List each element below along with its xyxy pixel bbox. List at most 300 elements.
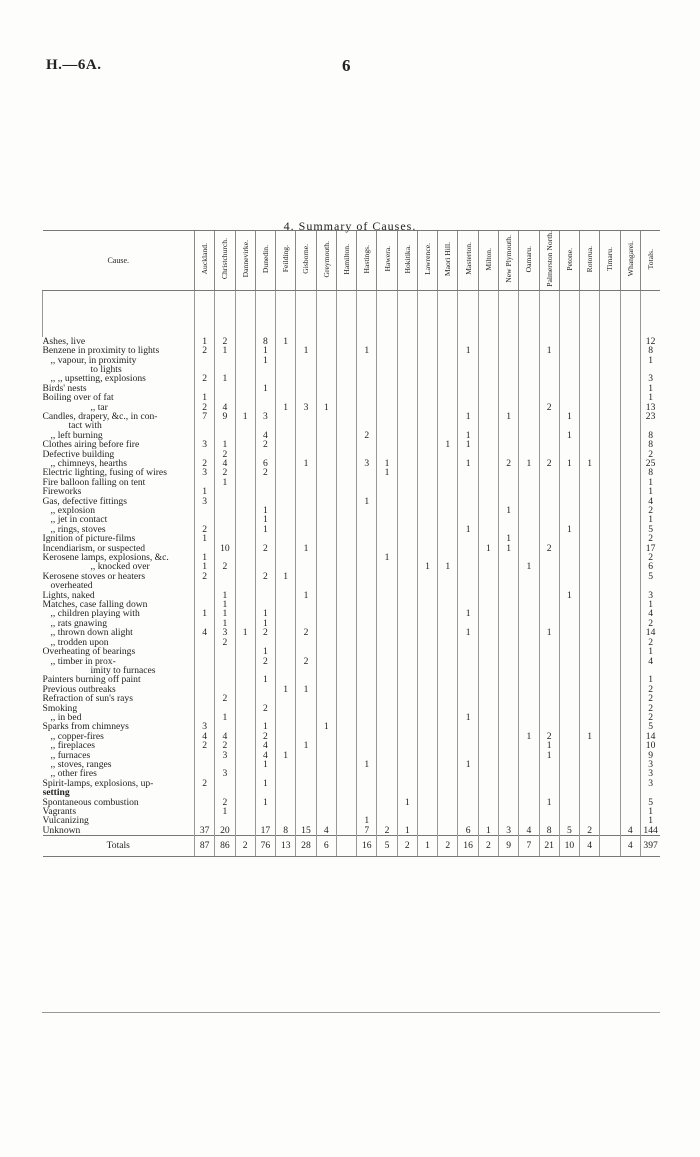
value-cell (580, 365, 600, 374)
value-cell (620, 816, 640, 825)
value-cell (519, 666, 539, 675)
value-cell (357, 553, 377, 562)
value-cell: 2 (215, 450, 235, 459)
value-cell: 23 (640, 412, 660, 421)
table-row (43, 431, 661, 440)
value-cell (215, 431, 235, 440)
column-header (276, 231, 296, 291)
value-cell (276, 393, 296, 402)
value-cell: 1 (215, 807, 235, 816)
spacer-cell (580, 290, 600, 337)
value-cell (620, 619, 640, 628)
value-cell (357, 798, 377, 807)
value-cell (215, 572, 235, 581)
cause-cell: Painters burning off paint (42, 675, 141, 685)
table-row (43, 581, 661, 590)
value-cell (458, 657, 478, 666)
value-cell (539, 468, 559, 477)
value-cell: 1 (640, 356, 660, 365)
value-cell (498, 704, 518, 713)
spacer-cell (43, 290, 195, 337)
column-header (417, 231, 437, 291)
cause-cell: setting (42, 788, 70, 798)
spacer-cell (316, 290, 336, 337)
value-cell (336, 544, 356, 553)
value-cell (478, 779, 498, 788)
value-cell (255, 403, 275, 412)
value-cell (559, 732, 579, 741)
value-cell (600, 826, 620, 836)
table-row (43, 572, 661, 581)
value-cell (235, 572, 255, 581)
table-row (43, 751, 661, 760)
value-cell (417, 393, 437, 402)
total-value-cell: 13 (276, 836, 296, 857)
value-cell (195, 685, 215, 694)
cause-cell: Kerosene stoves or heaters (42, 571, 146, 582)
value-cell (539, 374, 559, 383)
total-value-cell: 86 (215, 836, 235, 857)
spacer-cell (559, 290, 579, 337)
cause-cell: to lights (90, 364, 122, 375)
value-cell (539, 534, 559, 543)
value-cell (377, 713, 397, 722)
value-cell (336, 769, 356, 778)
value-cell (580, 638, 600, 647)
value-cell (336, 600, 356, 609)
cause-cell: ,, knocked over (90, 562, 150, 572)
value-cell (235, 421, 255, 430)
value-cell (336, 403, 356, 412)
value-cell (397, 675, 417, 684)
value-cell (195, 807, 215, 816)
value-cell (539, 497, 559, 506)
value-cell (458, 562, 478, 571)
value-cell (559, 600, 579, 609)
value-cell (519, 751, 539, 760)
table-row (43, 487, 661, 496)
value-cell (620, 713, 640, 722)
value-cell (600, 609, 620, 618)
value-cell: 7 (195, 412, 215, 421)
value-cell (357, 751, 377, 760)
value-cell: 2 (195, 572, 215, 581)
value-cell (235, 647, 255, 656)
value-cell (620, 337, 640, 346)
value-cell (438, 506, 458, 515)
value-cell (580, 694, 600, 703)
value-cell (478, 760, 498, 769)
value-cell (397, 600, 417, 609)
value-cell (377, 638, 397, 647)
value-cell: 1 (235, 412, 255, 421)
table-row (43, 779, 661, 788)
value-cell (195, 798, 215, 807)
value-cell (458, 421, 478, 430)
value-cell (235, 798, 255, 807)
value-cell (215, 515, 235, 524)
value-cell (417, 591, 437, 600)
cause-column-header: Cause. (43, 231, 195, 291)
value-cell (498, 591, 518, 600)
value-cell (215, 581, 235, 590)
value-cell (276, 459, 296, 468)
value-cell (519, 807, 539, 816)
value-cell (195, 704, 215, 713)
value-cell (195, 619, 215, 628)
value-cell (377, 816, 397, 825)
column-header-label: Hokitika. (402, 244, 412, 274)
value-cell (559, 647, 579, 656)
value-cell (478, 647, 498, 656)
value-cell (438, 666, 458, 675)
value-cell: 1 (195, 337, 215, 346)
value-cell (417, 431, 437, 440)
value-cell (357, 525, 377, 534)
value-cell (438, 534, 458, 543)
value-cell (438, 685, 458, 694)
value-cell: 1 (559, 459, 579, 468)
total-value-cell: 16 (458, 836, 478, 857)
value-cell: 1 (215, 619, 235, 628)
value-cell: 2 (195, 741, 215, 750)
value-cell: 1 (215, 591, 235, 600)
spacer-cell (417, 290, 437, 337)
table-row (43, 591, 661, 600)
value-cell (357, 619, 377, 628)
value-cell (559, 816, 579, 825)
column-header (215, 231, 235, 291)
value-cell (498, 713, 518, 722)
value-cell (255, 581, 275, 590)
value-cell (600, 572, 620, 581)
value-cell (377, 609, 397, 618)
value-cell (519, 779, 539, 788)
value-cell (417, 544, 437, 553)
value-cell (255, 807, 275, 816)
value-cell (458, 779, 478, 788)
value-cell (215, 365, 235, 374)
table-row (43, 459, 661, 468)
value-cell (255, 450, 275, 459)
value-cell (600, 534, 620, 543)
value-cell (458, 506, 478, 515)
value-cell (498, 553, 518, 562)
value-cell (559, 779, 579, 788)
value-cell (276, 515, 296, 524)
value-cell: 2 (640, 506, 660, 515)
value-cell (276, 356, 296, 365)
value-cell (600, 412, 620, 421)
value-cell (195, 769, 215, 778)
value-cell (519, 591, 539, 600)
value-cell (620, 515, 640, 524)
cause-cell: Clothes airing before fire (42, 440, 140, 450)
value-cell: 1 (458, 525, 478, 534)
spacer-cell (296, 290, 316, 337)
value-cell (357, 779, 377, 788)
spacer-cell (195, 290, 215, 337)
column-header-label: Dannevirke. (240, 240, 250, 278)
spacer-cell (397, 290, 417, 337)
cause-cell: ,, fireplaces (50, 741, 95, 751)
value-cell (215, 788, 235, 797)
column-header (336, 231, 356, 291)
value-cell: 2 (640, 694, 660, 703)
value-cell: 5 (640, 798, 660, 807)
value-cell: 1 (640, 487, 660, 496)
value-cell (417, 412, 437, 421)
cause-cell: Lights, naked (42, 590, 95, 601)
value-cell (620, 553, 640, 562)
column-header-label: Hamilton. (341, 243, 351, 275)
column-header-label: Dunedin. (260, 244, 270, 273)
value-cell: 1 (377, 553, 397, 562)
value-cell (620, 440, 640, 449)
value-cell (316, 553, 336, 562)
value-cell (336, 666, 356, 675)
value-cell (276, 609, 296, 618)
value-cell (519, 581, 539, 590)
value-cell (276, 779, 296, 788)
value-cell (600, 346, 620, 355)
value-cell: 1 (296, 685, 316, 694)
value-cell (498, 572, 518, 581)
value-cell (620, 769, 640, 778)
cause-cell: ,, trodden upon (50, 637, 109, 648)
value-cell (600, 816, 620, 825)
value-cell (336, 628, 356, 637)
value-cell (357, 591, 377, 600)
value-cell (498, 356, 518, 365)
value-cell (296, 769, 316, 778)
value-cell (620, 459, 640, 468)
value-cell (357, 403, 377, 412)
value-cell (438, 581, 458, 590)
value-cell (235, 657, 255, 666)
cause-cell: Ignition of picture-films (42, 534, 136, 544)
value-cell (336, 421, 356, 430)
value-cell (498, 769, 518, 778)
value-cell: 144 (640, 826, 660, 836)
value-cell: 3 (640, 779, 660, 788)
value-cell (235, 609, 255, 618)
value-cell (438, 769, 458, 778)
table-row (43, 722, 661, 731)
value-cell: 3 (640, 760, 660, 769)
value-cell (620, 807, 640, 816)
value-cell: 1 (235, 628, 255, 637)
cause-cell: ,, thrown down alight (50, 628, 133, 638)
column-header (195, 231, 215, 291)
cause-cell: ,, other fires (50, 769, 97, 779)
total-value-cell: 397 (640, 836, 660, 857)
value-cell (580, 713, 600, 722)
value-cell (478, 788, 498, 797)
value-cell (620, 628, 640, 637)
value-cell: 1 (640, 478, 660, 487)
value-cell (215, 722, 235, 731)
value-cell (377, 581, 397, 590)
value-cell (357, 337, 377, 346)
value-cell (498, 600, 518, 609)
value-cell (559, 572, 579, 581)
value-cell (336, 713, 356, 722)
value-cell (539, 722, 559, 731)
value-cell: 3 (640, 374, 660, 383)
value-cell (539, 553, 559, 562)
value-cell (377, 412, 397, 421)
value-cell (397, 779, 417, 788)
value-cell (478, 816, 498, 825)
table-row (43, 515, 661, 524)
table-row (43, 440, 661, 449)
cause-cell: ,, left burning (50, 430, 103, 441)
column-header (397, 231, 417, 291)
value-cell (600, 760, 620, 769)
value-cell (235, 337, 255, 346)
value-cell: 1 (195, 487, 215, 496)
value-cell (559, 760, 579, 769)
value-cell (195, 694, 215, 703)
value-cell (559, 553, 579, 562)
value-cell: 4 (195, 628, 215, 637)
value-cell: 2 (539, 732, 559, 741)
value-cell (519, 403, 539, 412)
value-cell: 1 (539, 798, 559, 807)
value-cell (417, 769, 437, 778)
value-cell (478, 403, 498, 412)
value-cell (276, 431, 296, 440)
table-row (43, 694, 661, 703)
value-cell (316, 581, 336, 590)
value-cell (519, 356, 539, 365)
value-cell (438, 356, 458, 365)
cause-cell: Electric lighting, fusing of wires (42, 468, 167, 478)
value-cell (316, 515, 336, 524)
value-cell (397, 365, 417, 374)
column-header (600, 231, 620, 291)
value-cell (316, 591, 336, 600)
cause-cell: ,, in bed (50, 712, 82, 723)
value-cell (559, 619, 579, 628)
value-cell (276, 647, 296, 656)
table-header-row (43, 231, 661, 291)
value-cell (296, 468, 316, 477)
value-cell (296, 431, 316, 440)
value-cell (498, 374, 518, 383)
cause-cell: ,, timber in prox- (50, 656, 116, 666)
cause-cell: Incendiarism, or suspected (42, 543, 146, 554)
value-cell: 1 (559, 525, 579, 534)
value-cell (377, 657, 397, 666)
value-cell (195, 515, 215, 524)
value-cell: 2 (255, 440, 275, 449)
value-cell (255, 553, 275, 562)
value-cell (397, 722, 417, 731)
value-cell (276, 722, 296, 731)
value-cell: 2 (255, 468, 275, 477)
value-cell (438, 337, 458, 346)
spacer-cell (539, 290, 559, 337)
value-cell (580, 628, 600, 637)
value-cell (478, 751, 498, 760)
value-cell: 1 (458, 440, 478, 449)
value-cell (478, 478, 498, 487)
value-cell (336, 384, 356, 393)
value-cell (215, 666, 235, 675)
value-cell (559, 788, 579, 797)
value-cell (215, 393, 235, 402)
value-cell (438, 628, 458, 637)
value-cell (620, 581, 640, 590)
value-cell (458, 468, 478, 477)
value-cell (478, 440, 498, 449)
value-cell: 1 (316, 403, 336, 412)
value-cell (377, 704, 397, 713)
value-cell (498, 816, 518, 825)
value-cell (336, 468, 356, 477)
value-cell: 1 (580, 459, 600, 468)
value-cell (438, 468, 458, 477)
value-cell (276, 581, 296, 590)
value-cell (276, 374, 296, 383)
value-cell (458, 741, 478, 750)
column-header-label: Milton. (483, 247, 493, 271)
column-header (255, 231, 275, 291)
value-cell (580, 374, 600, 383)
value-cell (316, 384, 336, 393)
value-cell (580, 403, 600, 412)
value-cell (255, 562, 275, 571)
value-cell (316, 346, 336, 355)
value-cell (377, 647, 397, 656)
value-cell (397, 431, 417, 440)
value-cell (336, 365, 356, 374)
value-cell (296, 722, 316, 731)
value-cell (620, 609, 640, 618)
value-cell (478, 431, 498, 440)
value-cell: 1 (397, 826, 417, 836)
value-cell: 20 (215, 826, 235, 836)
table-row (43, 544, 661, 553)
value-cell (498, 807, 518, 816)
value-cell (438, 544, 458, 553)
value-cell (458, 788, 478, 797)
value-cell (519, 534, 539, 543)
value-cell (377, 421, 397, 430)
value-cell (438, 619, 458, 628)
value-cell (296, 647, 316, 656)
value-cell (498, 346, 518, 355)
value-cell (336, 506, 356, 515)
value-cell (215, 704, 235, 713)
value-cell (600, 675, 620, 684)
value-cell: 1 (640, 384, 660, 393)
value-cell (539, 609, 559, 618)
value-cell (336, 478, 356, 487)
value-cell (397, 704, 417, 713)
table-row (43, 609, 661, 618)
value-cell (539, 440, 559, 449)
value-cell (600, 450, 620, 459)
value-cell (519, 713, 539, 722)
value-cell (235, 807, 255, 816)
value-cell: 1 (255, 760, 275, 769)
value-cell (539, 412, 559, 421)
value-cell (336, 826, 356, 836)
value-cell (215, 647, 235, 656)
